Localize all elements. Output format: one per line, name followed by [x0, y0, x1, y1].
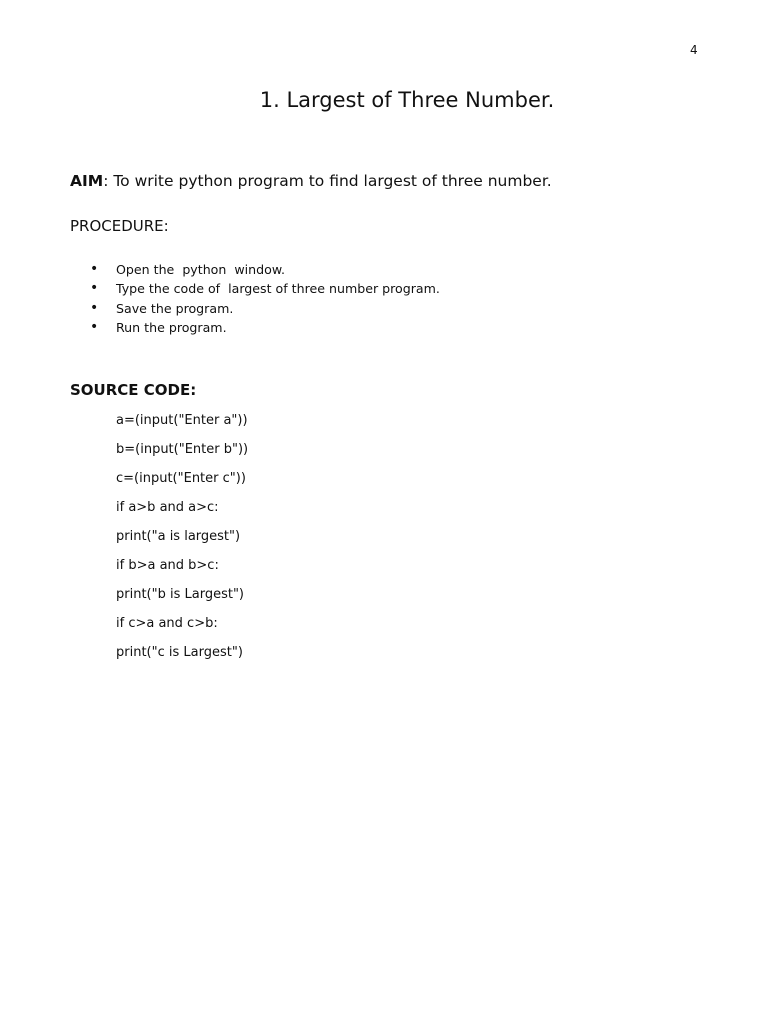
aim-statement — [70, 172, 552, 190]
code-line: if b>a and b>c: — [116, 558, 219, 573]
list-item — [90, 279, 440, 298]
code-line: b=(input("Enter b")) — [116, 442, 249, 457]
procedure-step: Save the program. — [116, 300, 234, 316]
list-item — [90, 318, 440, 337]
bullet-icon: • — [90, 299, 99, 316]
list-item — [90, 299, 440, 318]
page-number: 4 — [690, 43, 698, 57]
bullet-icon: • — [90, 261, 99, 277]
code-line: c=(input("Enter c")) — [116, 471, 246, 486]
procedure-step: Type the code of largest of three number program. — [116, 281, 440, 297]
code-line: print("c is Largest") — [116, 645, 243, 660]
code-line: if a>b and a>c: — [116, 500, 219, 515]
code-line: print("a is largest") — [116, 529, 241, 544]
list-item — [90, 260, 440, 279]
code-line: if c>a and c>b: — [116, 616, 218, 631]
code-line: print("b is Largest") — [116, 587, 244, 602]
code-line: a=(input("Enter a")) — [116, 413, 248, 428]
procedure-step: Open the python window. — [116, 262, 286, 277]
source-code-block — [116, 411, 248, 672]
aim-text: : To write python program to find largest of three number. — [103, 172, 552, 190]
aim-label: AIM — [70, 172, 104, 190]
procedure-list — [90, 260, 440, 338]
bullet-icon: • — [90, 319, 99, 336]
bullet-icon: • — [90, 280, 99, 297]
procedure-step: Run the program. — [116, 320, 227, 336]
source-code-heading: SOURCE CODE: — [70, 381, 197, 399]
procedure-heading: PROCEDURE: — [70, 217, 169, 235]
page-title: 1. Largest of Three Number. — [259, 88, 555, 112]
